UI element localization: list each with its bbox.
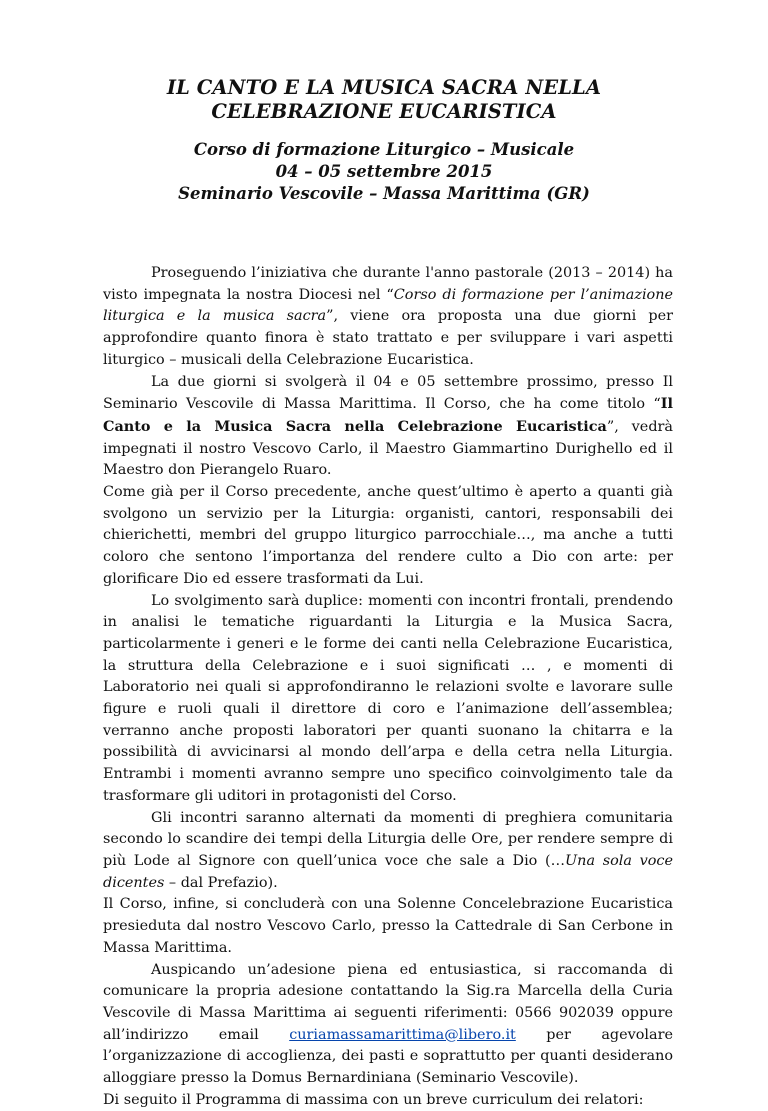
paragraph-dates-text: La due giorni si svolgerà il 04 e 05 settembre prossimo, presso Il Seminario Vescovile di Massa Marittima. Il Corso, che ha come titolo “ [103, 373, 673, 413]
paragraph-program: Lo svolgimento sarà duplice: momenti con incontri frontali, prendendo in analisi le tematiche riguardanti la Liturgia e la Musica Sacra, particolarmente i generi e le forme dei canti nella Celebrazione Eucaristica, la struttura della Celebrazione e i suoi significati … , e momenti di Laboratorio nei quali si approfondiranno le relazioni svolte e lavorare sulle figure e ruoli quali il direttore di coro e l’animazione dell’assemblea; verranno anche proposti laboratori per quanti suonano la chitarra e la possibilità di avvicinarsi al mondo dell’arpa e della cetra nella Liturgia. Entrambi i momenti avranno sempre uno specifico coinvolgimento tale da trasformare gli uditori in protagonisti del Corso. [103, 592, 673, 804]
paragraph-registration-text: Auspicando un’adesione piena ed entusiastica, si raccomanda di comunicare la propria adesione contattando la Sig.ra Marcella della Curia Vescovile di Massa Marittima ai seguenti riferimenti: 0566 902039 oppure all’indirizzo email [103, 961, 673, 1043]
paragraph-dates-text-end: ”, vedrà impegnati il nostro Vescovo Carlo, il Maestro Giammartino Durighello ed il Maestro don Pierangelo Ruaro. [103, 418, 673, 479]
paragraph-prayer-text-end: – dal Prefazio). [164, 874, 278, 891]
paragraph-registration-text-end: per agevolare l’organizzazione di accoglienza, dei pasti e soprattutto per quanti desiderano alloggiare presso la Domus Bernardiniana (Seminario Vescovile). [103, 1026, 673, 1087]
paragraph-intro-text: Proseguendo l’iniziativa che durante l'anno pastorale (2013 – 2014) ha visto impegnata la nostra Diocesi nel “ [103, 265, 673, 303]
latin-quote: Una sola voce dicentes [103, 852, 674, 891]
email-link[interactable]: curiamassamarittima@libero.it [289, 1026, 516, 1043]
paragraph-prayer-text: Gli incontri saranno alternati da momenti di preghiera comunitaria secondo lo scandire dei tempi della Liturgia delle Ore, per rendere sempre di più Lode al Signore con quell’unica voce che sale a Dio (… [103, 809, 673, 869]
previous-course-title: Corso di formazione per l’animazione liturgica e la musica sacra [103, 286, 673, 325]
paragraph-registration [103, 960, 673, 1090]
course-title-bold: Il Canto e la Musica Sacra nella Celebrazione Eucaristica [103, 395, 673, 435]
paragraph-conclusion: Il Corso, infine, si concluderà con una Solenne Concelebrazione Eucaristica presieduta dal nostro Vescovo Carlo, presso la Cattedrale di San Cerbone in Massa Marittima. [103, 896, 673, 956]
document-body [103, 263, 673, 1111]
paragraph-prayer [103, 808, 673, 895]
title-line-1: IL CANTO E LA MUSICA SACRA NELLA [166, 76, 602, 99]
subtitle-dates: 04 – 05 settembre 2015 [275, 162, 493, 181]
subtitle-location: Seminario Vescovile – Massa Marittima (GR) [178, 184, 590, 203]
title-line-2: CELEBRAZIONE EUCARISTICA [211, 100, 557, 123]
subtitle-course-name: Corso di formazione Liturgico – Musicale [193, 140, 575, 159]
course-subtitle [0, 139, 768, 205]
document-title [0, 76, 768, 124]
paragraph-audience: Come già per il Corso precedente, anche quest’ultimo è aperto a quanti già svolgono un servizio per la Liturgia: organisti, cantori, responsabili dei chierichetti, membri del gruppo liturgico parrocchiale…, ma anche a tutti coloro che sentono l’importanza del rendere culto a Dio con arte: per glorificare Dio ed essere trasformati da Lui. [103, 484, 673, 587]
paragraph-program-intro: Di seguito il Programma di massima con un breve curriculum dei relatori: [103, 1091, 644, 1108]
paragraph-dates [103, 372, 673, 483]
paragraph-intro-text-end: ”, viene ora proposta una due giorni per approfondire quanto finora è stato trattato e per sviluppare i vari aspetti liturgico – musicali della Celebrazione Eucaristica. [103, 308, 673, 368]
paragraph-intro [103, 263, 673, 372]
